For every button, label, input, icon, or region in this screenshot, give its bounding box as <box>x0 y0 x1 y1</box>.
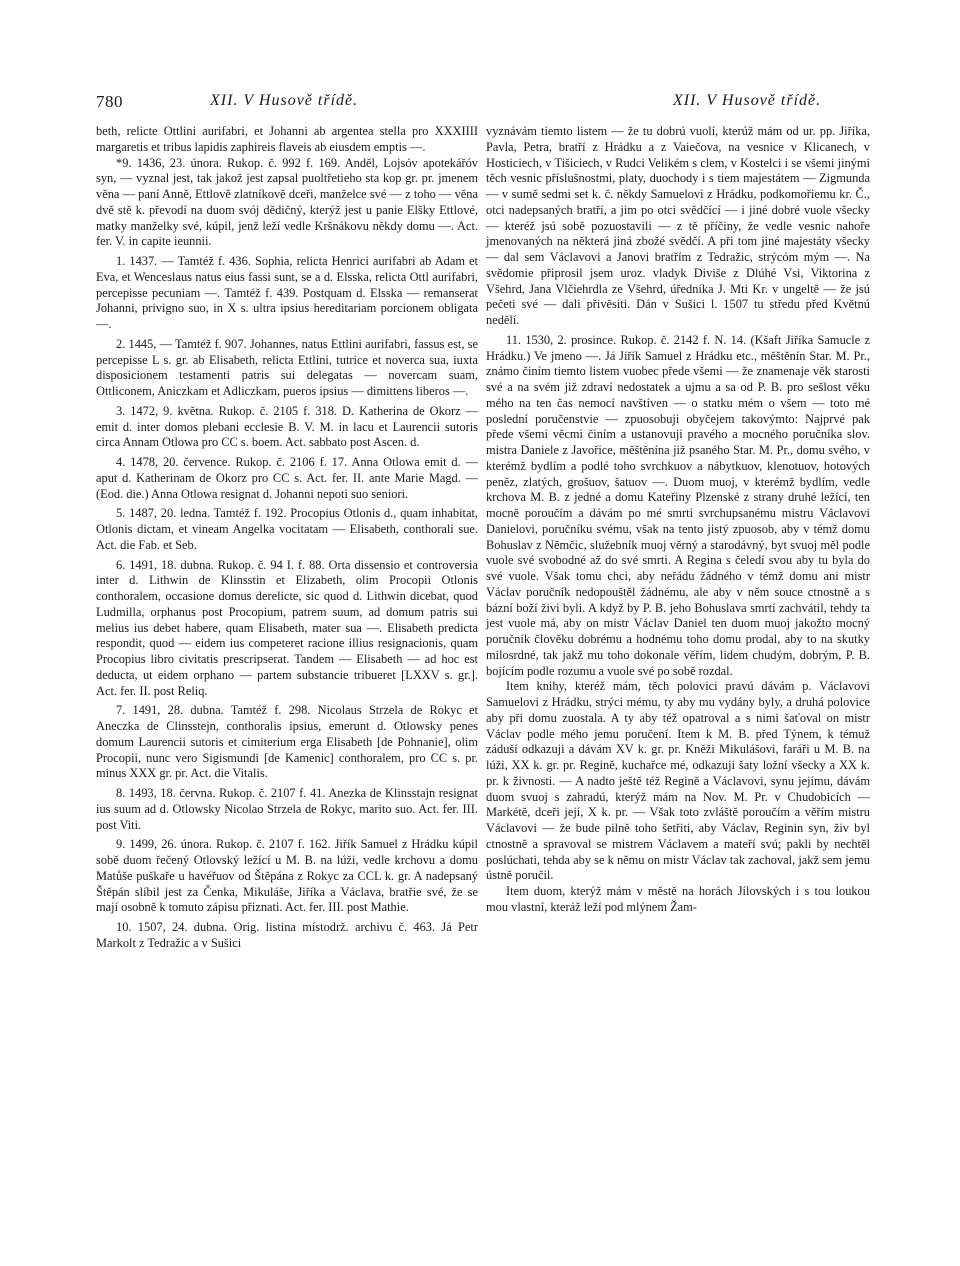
paragraph: 3. 1472, 9. května. Rukop. č. 2105 f. 318. D. Katherina de Okorz — emit d. inter domos plebani ecclesie B. V. M. in lacu et Laurencii sutoris circa Annam Otlowa pro CC s. boem. Act. sabbato post Ascen. d. <box>96 403 478 450</box>
page-header <box>96 92 868 116</box>
left-column <box>96 124 478 952</box>
paragraph: Item duom, kterýž mám v městě na horách Jílovských i s tou loukou mou vlastní, kteráž leží pod mlýnem Žam- <box>486 884 870 914</box>
paragraph: 9. 1499, 26. února. Rukop. č. 2107 f. 162. Jiřík Samuel z Hrádku kúpil sobě duom řečený Otlovský ležící u M. B. na lúži, vedle krchovu a domu Matůše puškaře u havéřuov od Štěpána z Rokyc za CCL k. gr. A nadepsaný Štěpán slíbil jest za Čenka, Mikuláše, Jiříka a Václava, bratřie své, že se mají osobně k tomuto zápisu přiznati. Act. fer. III. post Mathie. <box>96 837 478 915</box>
paragraph: 5. 1487, 20. ledna. Tamtéž f. 192. Procopius Otlonis d., quam inhabitat, Otlonis dictam, et vineam Angelka vocitatam — Elisabeth, conthorali sue. Act. die Fab. et Seb. <box>96 506 478 552</box>
running-title-right: XII. V Husově třídě. <box>673 92 822 109</box>
paragraph: beth, relicte Ottlini aurifabri, et Johanni ab argentea stella pro XXXIIII margaretis et tribus lapidis zaphireis flaveis ab eiusdem emptis —. <box>96 124 478 154</box>
paragraph: 11. 1530, 2. prosince. Rukop. č. 2142 f. N. 14. (Kšaft Jiříka Samucle z Hrádku.) Ve jmeno —. Já Jiřík Samuel z Hrádku etc., měštěnín Star. M. Pr., známo činím tiemto listem vuobec přede všemi — že znamenaje věk starosti své a na svém již zdraví nedostatek a ujmu a sa od P. B. pro sešlost věku mého na ten čas nemocí navštíven — o statku mém o všem — toto mé poslední poručenstvie — zpuosobuji obyčejem takovýmto: Najprvé pak přede všemi věcmi činím a ustanovuji pravého a mocného poručníka slov. mistra Daniele z Javořice, měštěnína již psaného Star. M. Pr., domu svého, v kterémž bydlím a podlé toho svrchkuov a nábytkuov, klenotuov, hotových peněz, zlatých, grošuov, šatuov —. Duom muoj, v kterémž bydlím, vedle krchova M. B. z jedné a domu Kateřiny Plzenské z strany druhé ležící, ten mocně poroučím a dávám po mé smrti svrchupsanému mistru Václavovi Danielovi, poručníku svému, však na tento jistý zpuosob, aby v témž domu Bohuslav z Němčic, služebník muoj věrný a starodávný, byt svuoj měl podle vuole své svobodné až do své smrti. A Regina s čeledí svou aby tu byla do své vuole. Však tomu chci, aby neřádu žádného v témž domu ani mistr Václav poručník nedopouštěl žádnému, ale aby v něm souce ctnostně a s bázní boží živi byli. A když by P. B. jeho Bohuslava smrtí zachvátil, tehdy ta jest vuole má, aby on mistr Václav Daniel ten duom muoj jakožto mocný poručník člověku dobrému a hodnému toho domu prodal, aby to na skutky milosrdné, tak jakž mu toho dokonale věřím, lidem chudým, dobrým, P. B. bojícím podle rozumu a vuole své po sobě rozdal. <box>486 332 870 678</box>
paragraph: 7. 1491, 28. dubna. Tamtéž f. 298. Nicolaus Strzela de Rokyc et Aneczka de Clinsstejn, conthoralis ipsius, emerunt d. Otlowsky penes domum Laurencii sutoris et cimiterium erga Elisabeth [de Pohnanie], olim Procopii, nunc vero Sigismundi [de Kamenic] conthoralem, pro CC s. pr. minus XXX gr. pr. Act. die Vitalis. <box>96 703 478 781</box>
paragraph: 10. 1507, 24. dubna. Orig. listina místodrž. archivu č. 463. Já Petr Markolt z Tedražic a v Sušici <box>96 920 478 950</box>
page-number: 780 <box>96 92 123 111</box>
paragraph: 1. 1437. — Tamtéž f. 436. Sophia, relicta Henrici aurifabri ab Adam et Eva, et Wenceslaus natus eius fassi sunt, se a d. Elsska, relicta Ottl aurifabri, percepisse pecuniam —. Tamtéž f. 439. Postquam d. Elsska — remanserat Johanni, privigno suo, in X s. ultra ipsius hereditariam porcionem obligata —. <box>96 254 478 331</box>
running-title-left: XII. V Husově třídě. <box>210 92 359 109</box>
paragraph: vyznávám tiemto listem — že tu dobrú vuolí, kterúž mám od ur. pp. Jiříka, Pavla, Petra, bratří z Hrádku a z Vaiečova, na vesnice v Klicanech, v Hosticiech, v Tišiciech, v Rudci Velikém s clem, v Kostelci i se všemi jinými těch vesnic příslušnostmi, platy, duochody i s tiem majestátem — Zigmunda — v sumě sedmi set k. č. někdy Samuelovi z Hrádku, podkomořiemu kr. Č., otci nadepsaných bratří, a jim po otci svědčící — i jiné dobré vuole všecky — kteréž jsú sobě pozuostavili — z tě příčiny, že vedle vesnic nahoře jmenovaných na některá jiná zbožé svědčí. A při tom jiné majestáty všecky — dal sem Václavovi a Janovi bratřím z Tedražic, strýcóm mým —. Na svědomie připrosil jsem uroz. vladyk Diviše z Dlúhé Vsi, Viktorina z Všehrd, Jana Vlčiehrdla ze Všehrd, úředníka J. Mti Kr. v ungeltě — že jsú pečeti své — dali přivěsiti. Dán v Sušici l. 1507 tu středu před Květnú nedělí. <box>486 124 870 327</box>
paragraph: 8. 1493, 18. června. Rukop. č. 2107 f. 41. Anezka de Klinsstajn resignat ius suum ad d. Otlowsky Nicolao Strzela de Rokyc, marito suo. Act. fer. III. post Viti. <box>96 786 478 832</box>
right-column <box>486 124 870 916</box>
paragraph: 2. 1445, — Tamtéž f. 907. Johannes, natus Ettlini aurifabri, fassus est, se percepisse L s. gr. ab Elisabeth, relicta Ettlini, tutrice et noverca sua, iuxta disposicionem testamenti patris sui delegatas — novercam suam, Ottliconem, Aniczkam et Adliczkam, pueros ipsius — dimittens liberos —. <box>96 336 478 398</box>
paragraph: 6. 1491, 18. dubna. Rukop. č. 94 I. f. 88. Orta dissensio et controversia inter d. Lithwin de Klinsstin et Elizabeth, olim Procopii Otlonis conthoralem, occasione domus derelicte, sic quod d. Lithwin dicebat, quod Ludmilla, orphanus post Procopium, patrem suum, ad domum patris sui melius ius debet habere, quam Elisabeth, mater sua —. Elisabeth predicta respondit, quod — eidem ius competeret racione illius resignacionis, quam Procopius libro civitatis prescripserat. Tandem — Elisabeth — ad hoc est deducta, ut eidem orphano — partem substancie tribueret [LXXV s. gr.]. Act. fer. II. post Reliq. <box>96 557 478 698</box>
paragraph: *9. 1436, 23. února. Rukop. č. 992 f. 169. Anděl, Lojsóv apotekářóv syn, — vyznal jest, tak jakož jest zapsal puoltřetieho sta kop gr. pr. jmenem věna — paní Anně, Ettlově zlatníkově dceři, manželce své — z toho — věna dvě stě k. převodí na duom svój dědičný, kterýž jest u panie Elšky Ettlové, matky manželky své, kúpil, jenž leží vedle Kršnákovu někdy domu —. Act. fer. V. in capite ieunnii. <box>96 155 478 249</box>
paragraph: 4. 1478, 20. července. Rukop. č. 2106 f. 17. Anna Otlowa emit d. — aput d. Katherinam de Okorz pro CC s. Act. fer. II. ante Marie Magd. — (Eod. die.) Anna Otlowa resignat d. Johanni nepoti suo seniori. <box>96 455 478 501</box>
paragraph: Item knihy, kteréž mám, těch polovici pravú dávám p. Václavovi Samuelovi z Hrádku, strýci mému, ty aby mu vydány byly, a druhá polovice aby při domu zuostala. A ty aby též opatroval a s nimi šaťoval on mistr Václav podle mého jemu poručení. Item k M. B. před Týnem, k témuž záduší odkazuji a dávám XV k. gr. pr. Kněži Mikulášovi, faráři u M. B. na lúži, XX k. gr. pr. Regině, kuchařce mé, odkazuji šaty ložní všecky a XX k. pr. k živnosti. — A nadto ještě též Regině a Václavovi, synu jejímu, dávám duom svuoj s zahradú, kterýž mám na Nov. M. Pr. v Chudobicích — Markétě, dceři její, X k. pr. — Však toto zvláště poroučím a věřím mistru Václavovi — že bude pilně toho šetřiti, aby Václav, Reginin syn, živ byl ctnostně a spravoval se mistrem Václavem a mateří svú; pakli by nechtěl poslúchati, tehda aby se k němu on mistr Václav tak zachoval, jakž sem jemu ústně poručil. <box>486 679 870 883</box>
